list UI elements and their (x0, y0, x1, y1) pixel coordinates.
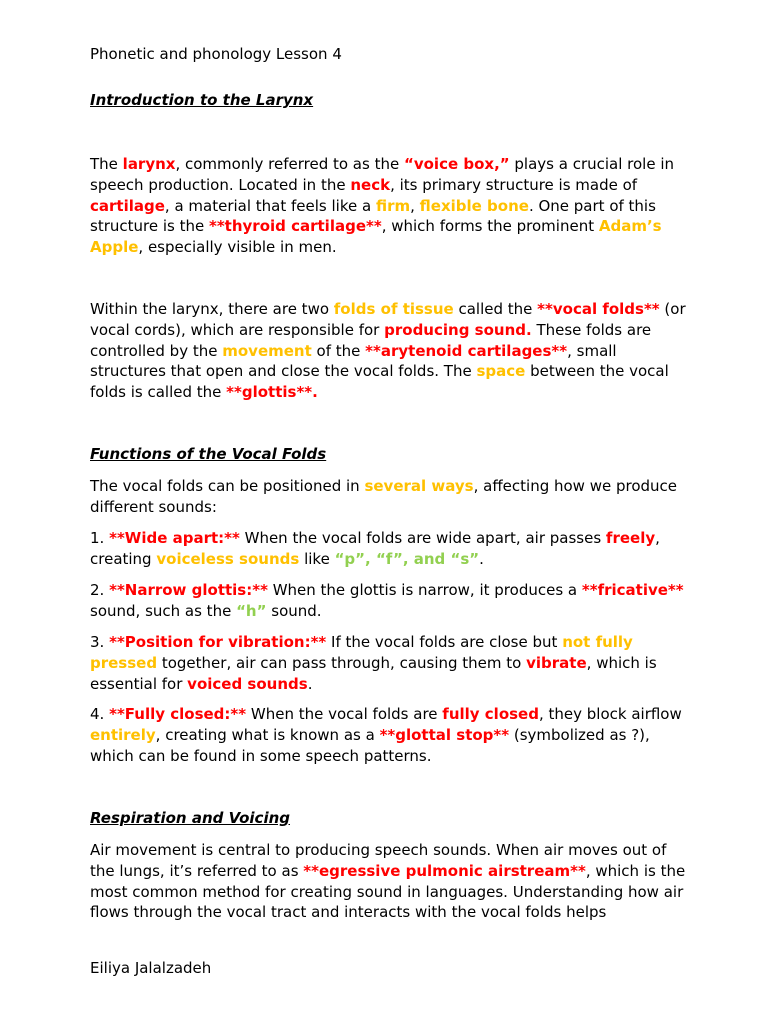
highlighted-term: cartilage (90, 196, 165, 215)
list-item-fully-closed (90, 704, 690, 766)
text-run: , (410, 196, 420, 215)
text-run: . (307, 674, 313, 693)
highlighted-term: voiceless sounds (156, 549, 300, 568)
highlighted-term: folds of tissue (333, 300, 454, 318)
highlighted-term: firm (375, 196, 411, 215)
text-run: 4. (90, 705, 110, 723)
text-run: Air movement is central to producing speech sounds. When air moves out of the lungs, it’s referred to as (90, 841, 667, 880)
text-run: The vocal folds can be positioned in (90, 477, 365, 495)
text-run: (symbolized as ?), which can be found in some speech patterns. (90, 725, 650, 765)
highlighted-term: **fricative** (581, 581, 684, 599)
intro-paragraph-2 (90, 299, 690, 403)
document-header: Phonetic and phonology Lesson 4 (90, 45, 342, 63)
document-footer: Eiliya Jalalzadeh (90, 959, 212, 977)
respiration-paragraph-1 (90, 840, 690, 923)
highlighted-term: several ways (364, 477, 474, 495)
text-run: . One part of this structure is the (90, 196, 656, 236)
highlighted-term: “h” (236, 601, 267, 620)
text-run: of the (311, 341, 366, 360)
highlighted-term: space (476, 362, 526, 381)
text-run: 1. (90, 529, 110, 547)
text-run: The (90, 155, 123, 173)
heading-respiration: Respiration and Voicing (90, 809, 290, 827)
highlighted-term: “voice box,” (403, 155, 510, 173)
text-run: If the vocal folds are close but (326, 633, 563, 651)
text-run: , commonly referred to as the (175, 155, 404, 173)
highlighted-term: neck (350, 175, 391, 194)
highlighted-term: “p”, “f”, and “s” (334, 549, 480, 568)
highlighted-term: vibrate (526, 653, 587, 672)
highlighted-term: **glottis**. (226, 383, 318, 402)
text-run: , they block airflow (538, 705, 682, 723)
highlighted-term: voiced sounds (187, 674, 308, 693)
text-run: called the (453, 300, 538, 318)
highlighted-term: **Narrow glottis:** (109, 581, 268, 599)
text-run: , creating (90, 529, 660, 568)
text-run: sound. (266, 601, 322, 620)
highlighted-term: not fully pressed (90, 633, 633, 672)
highlighted-term: **egressive pulmonic airstream** (303, 861, 586, 880)
text-run: , affecting how we produce different sounds: (90, 477, 678, 516)
highlighted-term: **Position for vibration:** (109, 633, 327, 651)
text-run: These folds are controlled by the (90, 320, 652, 360)
text-run: together, air can pass through, causing them to (157, 653, 527, 672)
list-item-vibration (90, 632, 690, 694)
text-run: sound, such as the (90, 601, 237, 620)
highlighted-term: Adam’s Apple (90, 217, 662, 257)
highlighted-term: fully closed (442, 705, 539, 723)
text-run: , small structures that open and close the vocal folds. The (90, 341, 617, 381)
text-run: , a material that feels like a (164, 196, 376, 215)
text-run: , which forms the prominent (381, 217, 599, 236)
highlighted-term: entirely (90, 725, 156, 744)
heading-introduction: Introduction to the Larynx (90, 91, 314, 109)
intro-paragraph-1 (90, 154, 690, 258)
highlighted-term: **glottal stop** (379, 725, 510, 744)
highlighted-term: **arytenoid cartilages** (365, 341, 568, 360)
heading-functions: Functions of the Vocal Folds (90, 445, 327, 463)
text-run: When the vocal folds are wide apart, air passes (239, 529, 606, 547)
text-run: between the vocal folds is called the (90, 362, 669, 402)
functions-paragraph-1 (90, 476, 690, 518)
highlighted-term: **Fully closed:** (109, 705, 247, 723)
highlighted-term: freely (605, 529, 656, 547)
text-run: When the vocal folds are (246, 705, 443, 723)
highlighted-term: movement (222, 341, 312, 360)
text-run: . (479, 549, 484, 568)
text-run: Within the larynx, there are two (90, 300, 334, 318)
highlighted-term: **thyroid cartilage** (208, 217, 382, 236)
list-item-wide-apart (90, 528, 690, 570)
text-run: , which is essential for (90, 653, 657, 693)
text-run: plays a crucial role in speech production. Located in the (90, 155, 675, 194)
text-run: , creating what is known as a (155, 725, 380, 744)
text-run: When the glottis is narrow, it produces a (267, 581, 582, 599)
text-run: , especially visible in men. (138, 238, 337, 257)
highlighted-term: flexible bone (419, 196, 529, 215)
list-item-narrow-glottis (90, 580, 690, 622)
text-run: 3. (90, 633, 110, 651)
text-run: like (299, 549, 335, 568)
highlighted-term: **Wide apart:** (109, 529, 240, 547)
text-run: , its primary structure is made of (390, 175, 638, 194)
highlighted-term: larynx (122, 155, 176, 173)
highlighted-term: **vocal folds** (537, 300, 660, 318)
highlighted-term: producing sound. (384, 320, 532, 339)
text-run: (or vocal cords), which are responsible for (90, 300, 686, 339)
text-run: 2. (90, 581, 110, 599)
text-run: , which is the most common method for creating sound in languages. Understanding how air flows through the vocal tract and interacts with the vocal folds helps (90, 861, 686, 922)
